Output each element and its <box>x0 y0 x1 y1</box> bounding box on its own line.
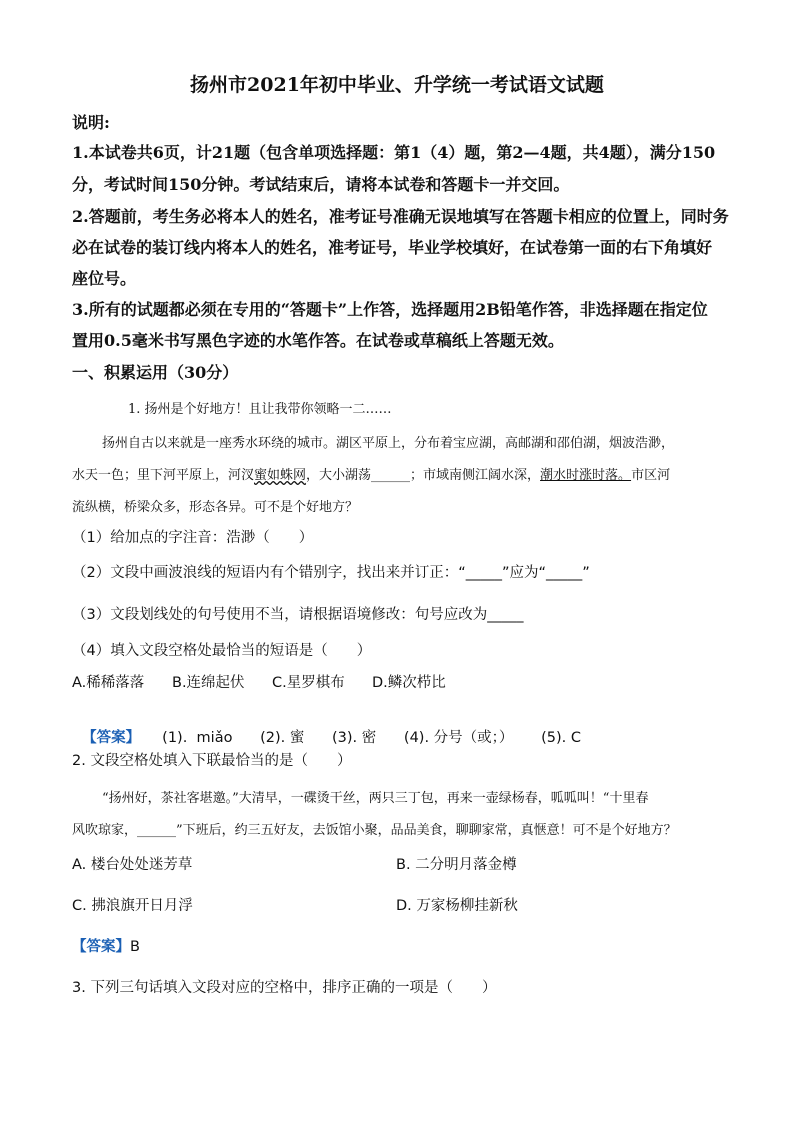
q1-sub-3: （3）文段划线处的句号使用不当，请根据语境修改：句号应改为_____ <box>72 607 524 623</box>
notes-line-4: 必在试卷的装订线内将本人的姓名，准考证号，毕业学校填好，在试卷第一面的右下角填好 <box>72 238 713 257</box>
notes-line-2: 分，考试时间150分钟。考试结束后，请将本试卷和答题卡一并交回。 <box>72 175 570 194</box>
q2-option-d: D. 万家杨柳挂新秋 <box>396 898 518 914</box>
notes-heading: 说明: <box>72 113 110 132</box>
q1-option-b: B.连绵起伏 <box>172 675 245 691</box>
notes-line-3: 2.答题前，考生务必将本人的姓名，准考证号准确无误地填写在答题卡相应的位置上，同时务 <box>72 207 729 226</box>
q1-option-a: A.稀稀落落 <box>72 675 145 691</box>
q1-option-c: C.星罗棋布 <box>272 675 345 691</box>
q1-answer <box>72 707 581 747</box>
answer-label: 【答案】 <box>72 939 130 955</box>
q1-sub-4: （4）填入文段空格处最恰当的短语是（ ） <box>72 643 372 659</box>
notes-line-6: 3.所有的试题都必须在专用的“答题卡”上作答，选择题用2B铅笔作答，非选择题在指定位 <box>72 300 708 319</box>
q2-answer <box>72 935 140 956</box>
q2-passage-line-2: 风吹琼家，______”下班后，约三五好友，去饭馆小聚，品品美食，聊聊家常，真惬意！可不是个好地方？ <box>72 823 677 838</box>
answer-label: 【答案】 <box>82 730 141 746</box>
answer-text: B <box>130 939 140 955</box>
q3-stem: 3. 下列三句话填入文段对应的空格中，排序正确的一项是（ ） <box>72 980 497 996</box>
q1-passage-line-1: 扬州自古以来就是一座秀水环绕的城市。湖区平原上，分布着宝应湖，高邮湖和邵伯湖，烟波浩渺， <box>102 436 675 451</box>
q1-sub-2: （2）文段中画波浪线的短语内有个错别字，找出来并订正：“_____”应为“_____” <box>72 565 590 581</box>
q2-passage-line-1: “扬州好，茶社客堪邀。”大清早，一碟烫干丝，两只三丁包，再来一壶绿杨春，呱呱叫！“十里春 <box>102 791 649 806</box>
q2-stem: 2. 文段空格处填入下联最恰当的是（ ） <box>72 753 352 769</box>
q2-option-a: A. 楼台处处迷芳草 <box>72 857 193 873</box>
q1-option-d: D.鳞次栉比 <box>372 675 446 691</box>
wavy-phrase: 蜜如蛛网 <box>254 468 307 483</box>
q2-option-c: C. 拂浪旗开日月浮 <box>72 898 193 914</box>
notes-line-5: 座位号。 <box>72 269 137 288</box>
notes-line-1: 1.本试卷共6页，计21题（包含单项选择题：第1（4）题，第2—4题，共4题），满分150 <box>72 143 716 162</box>
q1-passage-line-3: 流纵横，桥梁众多，形态各异。可不是个好地方？ <box>72 500 359 515</box>
q2-option-b: B. 二分明月落金樽 <box>396 857 517 873</box>
answer-text: (1). miǎo (2). 蜜 (3). 密 (4). 分号（或；） (5). C <box>162 730 581 746</box>
underlined-sentence: 潮水时涨时落。 <box>540 468 632 483</box>
q1-stem: 1. 扬州是个好地方！且让我带你领略一二…… <box>128 402 392 417</box>
q1-passage-line-2: 水天一色；里下河平原上，河汊蜜如蛛网，大小湖荡______；市域南侧江阔水深，潮水时涨时落。市区河 <box>72 468 671 483</box>
q1-sub-1: （1）给加点的字注音：浩渺（ ） <box>72 530 314 546</box>
page-title: 扬州市2021年初中毕业、升学统一考试语文试题 <box>190 74 604 96</box>
section-heading: 一、积累运用（30分） <box>72 363 239 382</box>
notes-line-7: 置用0.5毫米书写黑色字迹的水笔作答。在试卷或草稿纸上答题无效。 <box>72 331 564 350</box>
